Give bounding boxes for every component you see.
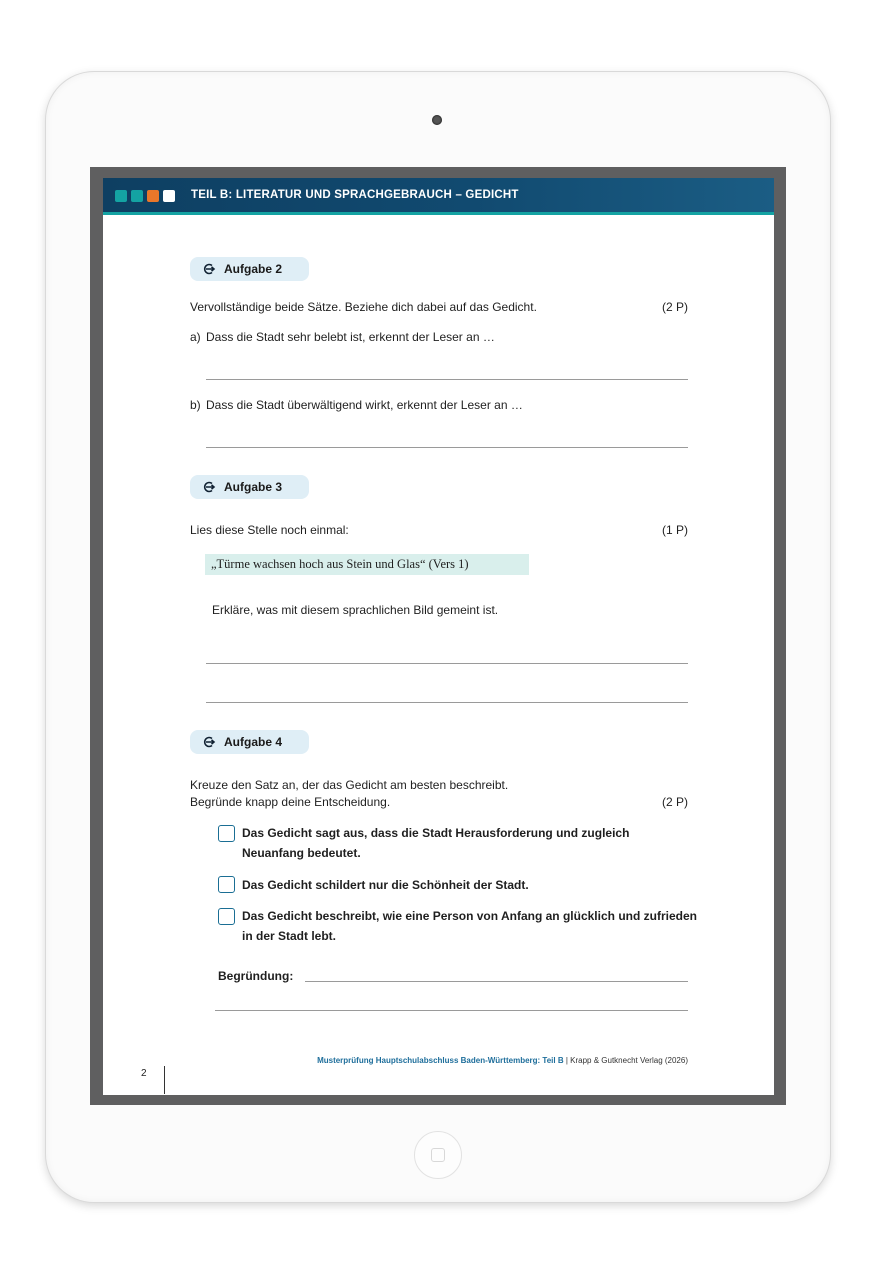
footer-source: Musterprüfung Hauptschulabschluss Baden-Württemberg: Teil B <box>317 1056 564 1065</box>
task-points: (2 P) <box>661 300 688 314</box>
footer-publisher: Krapp & Gutknecht Verlag (2026) <box>570 1056 688 1065</box>
option-2-checkbox[interactable] <box>218 876 235 893</box>
arrow-right-icon <box>202 735 216 749</box>
arrow-right-icon <box>202 480 216 494</box>
marker-dot <box>131 190 143 202</box>
option-1-line-1: Das Gedicht sagt aus, dass die Stadt Herausforderung und zugleich <box>242 826 630 840</box>
answer-line-1[interactable] <box>206 663 688 664</box>
front-camera <box>432 115 442 125</box>
marker-dot <box>115 190 127 202</box>
quoted-verse: „Türme wachsen hoch aus Stein und Glas“ (Vers 1) <box>205 554 529 575</box>
section-title: TEIL B: LITERATUR UND SPRACHGEBRAUCH – GEDICHT <box>191 189 519 201</box>
task-instruction: Vervollständige beide Sätze. Beziehe dich dabei auf das Gedicht. <box>190 300 537 314</box>
option-3-checkbox[interactable] <box>218 908 235 925</box>
task-label-text: Aufgabe 2 <box>224 262 283 276</box>
task-label-aufgabe-2 <box>190 257 309 281</box>
option-2-text <box>242 875 529 895</box>
item-text-a: Dass die Stadt sehr belebt ist, erkennt der Leser an … <box>206 330 495 344</box>
option-1-text <box>242 823 629 863</box>
answer-line-2[interactable] <box>206 702 688 703</box>
option-1-checkbox[interactable] <box>218 825 235 842</box>
task-points: (1 P) <box>661 523 688 537</box>
marker-dot <box>163 190 175 202</box>
answer-line-b[interactable] <box>206 447 688 448</box>
home-square-icon <box>431 1148 445 1162</box>
task-label-aufgabe-3 <box>190 475 309 499</box>
item-label-b: b) <box>190 398 201 412</box>
task-instruction-line-2: Begründe knapp deine Entscheidung. <box>190 795 391 809</box>
option-3-text <box>242 906 697 946</box>
marker-dot <box>147 190 159 202</box>
item-text-b: Dass die Stadt überwältigend wirkt, erkennt der Leser an … <box>206 398 523 412</box>
arrow-right-icon <box>202 262 216 276</box>
home-button[interactable] <box>414 1131 462 1179</box>
section-header <box>103 178 774 215</box>
begruendung-label: Begründung: <box>218 969 294 983</box>
answer-line-a[interactable] <box>206 379 688 380</box>
task-points: (2 P) <box>661 795 688 809</box>
option-2-line-1: Das Gedicht schildert nur die Schönheit der Stadt. <box>242 878 529 892</box>
option-3-line-2: in der Stadt lebt. <box>242 929 337 943</box>
task-instruction-line-1: Kreuze den Satz an, der das Gedicht am besten beschreibt. <box>190 778 509 792</box>
task-label-text: Aufgabe 4 <box>224 735 283 749</box>
footer-separator: | <box>563 1056 571 1065</box>
page-footer <box>317 1056 688 1065</box>
task-question: Erkläre, was mit diesem sprachlichen Bild gemeint ist. <box>212 603 499 617</box>
header-color-markers <box>115 190 175 202</box>
document-page <box>103 178 774 1095</box>
option-3-line-1: Das Gedicht beschreibt, wie eine Person von Anfang an glücklich und zufrieden <box>242 909 697 923</box>
option-1-line-2: Neuanfang bedeutet. <box>242 846 361 860</box>
page-number: 2 <box>141 1068 147 1079</box>
page-number-divider <box>164 1066 165 1094</box>
task-label-aufgabe-4 <box>190 730 309 754</box>
task-label-text: Aufgabe 3 <box>224 480 283 494</box>
begruendung-line-1[interactable] <box>305 981 688 982</box>
task-instruction: Lies diese Stelle noch einmal: <box>190 523 349 537</box>
item-label-a: a) <box>190 330 201 344</box>
begruendung-line-2[interactable] <box>215 1010 688 1011</box>
